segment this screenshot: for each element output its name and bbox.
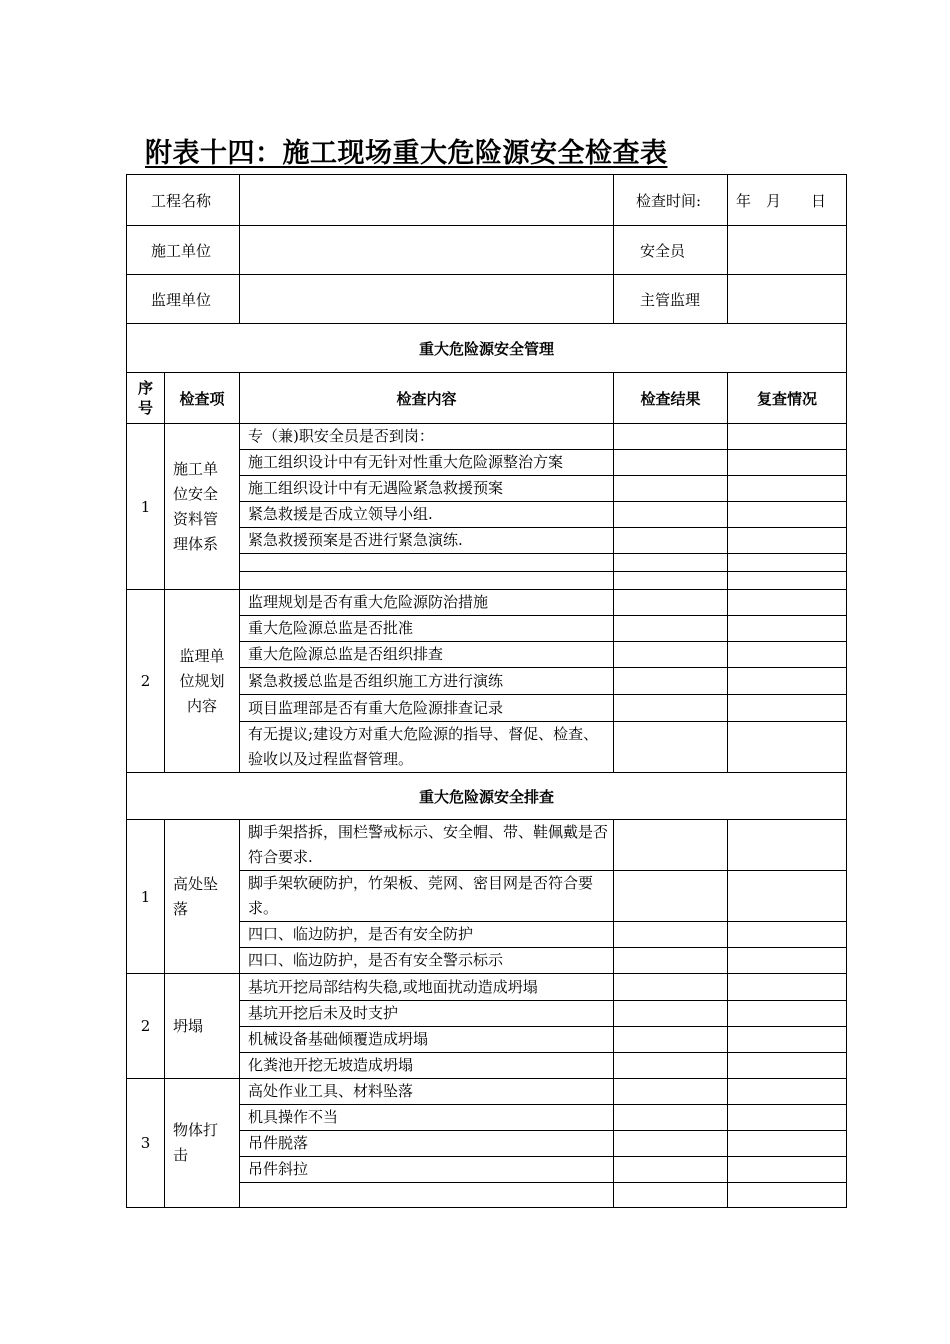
result-cell[interactable]	[614, 528, 728, 554]
construction-unit-value[interactable]	[240, 226, 614, 275]
review-cell[interactable]	[728, 871, 847, 922]
check-item: 项目监理部是否有重大危险源排查记录	[240, 695, 614, 722]
check-item-empty[interactable]	[240, 1183, 614, 1208]
review-cell[interactable]	[728, 502, 847, 528]
group-category: 高处坠落	[165, 820, 240, 974]
result-cell[interactable]	[614, 974, 728, 1001]
check-item: 脚手架搭拆，围栏警戒标示、安全帽、带、鞋佩戴是否符合要求.	[240, 820, 614, 871]
section-screening-header	[127, 773, 847, 820]
inspection-table	[126, 174, 847, 1208]
result-cell[interactable]	[614, 572, 728, 590]
group-number: 1	[127, 424, 165, 590]
info-row-project	[127, 175, 847, 226]
result-cell[interactable]	[614, 616, 728, 642]
check-item-empty[interactable]	[240, 554, 614, 572]
review-cell[interactable]	[728, 554, 847, 572]
section-management-title: 重大危险源安全管理	[127, 324, 847, 373]
col-seq-header: 序号	[127, 373, 165, 424]
result-cell[interactable]	[614, 695, 728, 722]
check-item: 四口、临边防护，是否有安全防护	[240, 922, 614, 948]
check-item: 机具操作不当	[240, 1105, 614, 1131]
check-item: 化粪池开挖无坡造成坍塌	[240, 1053, 614, 1079]
review-cell[interactable]	[728, 450, 847, 476]
result-cell[interactable]	[614, 1183, 728, 1208]
review-cell[interactable]	[728, 922, 847, 948]
review-cell[interactable]	[728, 1105, 847, 1131]
result-cell[interactable]	[614, 1079, 728, 1105]
group-number: 1	[127, 820, 165, 974]
review-cell[interactable]	[728, 572, 847, 590]
result-cell[interactable]	[614, 1157, 728, 1183]
result-cell[interactable]	[614, 502, 728, 528]
result-cell[interactable]	[614, 871, 728, 922]
group-number: 3	[127, 1079, 165, 1208]
check-time-label: 检查时间:	[614, 175, 728, 226]
result-cell[interactable]	[614, 642, 728, 668]
check-item: 四口、临边防护，是否有安全警示标示	[240, 948, 614, 974]
check-item: 高处作业工具、材料坠落	[240, 1079, 614, 1105]
result-cell[interactable]	[614, 1131, 728, 1157]
col-content-header: 检查内容	[240, 373, 614, 424]
result-cell[interactable]	[614, 668, 728, 695]
table-row	[127, 974, 847, 1001]
document-title: 附表十四：施工现场重大危险源安全检查表	[145, 138, 668, 169]
table-row	[127, 590, 847, 616]
review-cell[interactable]	[728, 1131, 847, 1157]
col-result-header: 检查结果	[614, 373, 728, 424]
review-cell[interactable]	[728, 948, 847, 974]
group-category: 监理单位规划内容	[165, 590, 240, 773]
review-cell[interactable]	[728, 1027, 847, 1053]
project-name-value[interactable]	[240, 175, 614, 226]
check-item: 专（兼)职安全员是否到岗：	[240, 424, 614, 450]
check-item: 紧急救援总监是否组织施工方进行演练	[240, 668, 614, 695]
result-cell[interactable]	[614, 1105, 728, 1131]
table-row	[127, 1079, 847, 1105]
result-cell[interactable]	[614, 450, 728, 476]
group-category: 施工单位安全资料管理体系	[165, 424, 240, 590]
group-category: 坍塌	[165, 974, 240, 1079]
check-item: 紧急救援是否成立领导小组.	[240, 502, 614, 528]
table-row	[127, 820, 847, 871]
supervision-unit-value[interactable]	[240, 275, 614, 324]
supervision-unit-label: 监理单位	[127, 275, 240, 324]
review-cell[interactable]	[728, 1053, 847, 1079]
info-row-construction	[127, 226, 847, 275]
review-cell[interactable]	[728, 1183, 847, 1208]
col-item-header: 检查项	[165, 373, 240, 424]
table-row	[127, 424, 847, 450]
review-cell[interactable]	[728, 1079, 847, 1105]
result-cell[interactable]	[614, 424, 728, 450]
check-item: 吊件斜拉	[240, 1157, 614, 1183]
review-cell[interactable]	[728, 642, 847, 668]
check-item: 重大危险源总监是否批准	[240, 616, 614, 642]
col-review-header: 复查情况	[728, 373, 847, 424]
result-cell[interactable]	[614, 554, 728, 572]
result-cell[interactable]	[614, 722, 728, 773]
project-name-label: 工程名称	[127, 175, 240, 226]
check-item-empty[interactable]	[240, 572, 614, 590]
check-item: 吊件脱落	[240, 1131, 614, 1157]
result-cell[interactable]	[614, 476, 728, 502]
column-header-row	[127, 373, 847, 424]
review-cell[interactable]	[728, 820, 847, 871]
info-row-supervision	[127, 275, 847, 324]
check-item: 有无提议;建设方对重大危险源的指导、督促、检查、验收以及过程监督管理。	[240, 722, 614, 773]
check-item: 施工组织设计中有无针对性重大危险源整治方案	[240, 450, 614, 476]
check-item: 机械设备基础倾覆造成坍塌	[240, 1027, 614, 1053]
result-cell[interactable]	[614, 1001, 728, 1027]
review-cell[interactable]	[728, 616, 847, 642]
review-cell[interactable]	[728, 722, 847, 773]
review-cell[interactable]	[728, 695, 847, 722]
check-time-value[interactable]: 年 月 日	[728, 175, 847, 226]
safety-officer-label: 安全员	[614, 226, 728, 275]
section-screening-title: 重大危险源安全排查	[127, 773, 847, 820]
check-item: 基坑开挖后未及时支护	[240, 1001, 614, 1027]
result-cell[interactable]	[614, 948, 728, 974]
review-cell[interactable]	[728, 590, 847, 616]
review-cell[interactable]	[728, 424, 847, 450]
check-item: 施工组织设计中有无遇险紧急救援预案	[240, 476, 614, 502]
construction-unit-label: 施工单位	[127, 226, 240, 275]
result-cell[interactable]	[614, 1027, 728, 1053]
check-item: 重大危险源总监是否组织排查	[240, 642, 614, 668]
result-cell[interactable]	[614, 922, 728, 948]
check-item: 基坑开挖局部结构失稳,或地面扰动造成坍塌	[240, 974, 614, 1001]
result-cell[interactable]	[614, 1053, 728, 1079]
review-cell[interactable]	[728, 1001, 847, 1027]
review-cell[interactable]	[728, 476, 847, 502]
result-cell[interactable]	[614, 820, 728, 871]
group-number: 2	[127, 590, 165, 773]
chief-supervisor-label: 主管监理	[614, 275, 728, 324]
group-number: 2	[127, 974, 165, 1079]
chief-supervisor-value[interactable]	[728, 275, 847, 324]
check-item: 监理规划是否有重大危险源防治措施	[240, 590, 614, 616]
review-cell[interactable]	[728, 668, 847, 695]
result-cell[interactable]	[614, 590, 728, 616]
review-cell[interactable]	[728, 528, 847, 554]
check-item: 紧急救援预案是否进行紧急演练.	[240, 528, 614, 554]
review-cell[interactable]	[728, 1157, 847, 1183]
group-category: 物体打击	[165, 1079, 240, 1208]
safety-officer-value[interactable]	[728, 226, 847, 275]
section-management-header	[127, 324, 847, 373]
check-item: 脚手架软硬防护，竹架板、莞网、密目网是否符合要求。	[240, 871, 614, 922]
review-cell[interactable]	[728, 974, 847, 1001]
